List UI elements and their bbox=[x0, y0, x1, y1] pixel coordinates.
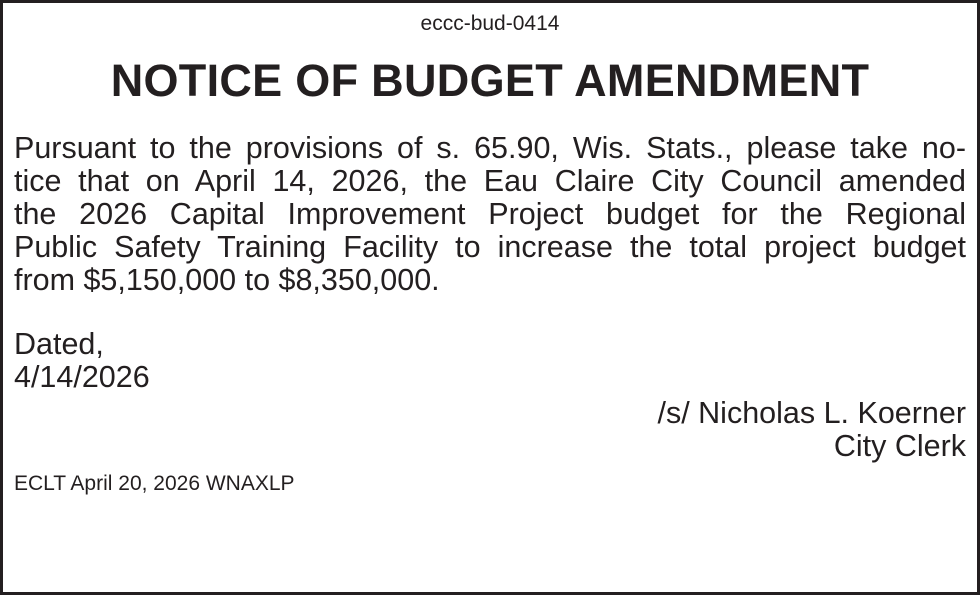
signature-title: City Clerk bbox=[833, 429, 966, 463]
dated-value: 4/14/2026 bbox=[14, 360, 150, 394]
notice-body-line: tice that on April 14, 2026, the Eau Claire City Council amended bbox=[14, 164, 966, 198]
notice-body bbox=[14, 132, 966, 297]
notice-title: NOTICE OF BUDGET AMENDMENT bbox=[110, 55, 870, 106]
notice-body-line: Public Safety Training Facility to increase the total project budget bbox=[14, 230, 966, 264]
notice-body-line: from $5,150,000 to $8,350,000. bbox=[14, 263, 440, 297]
notice-reference-id: eccc-bud-0414 bbox=[420, 12, 560, 35]
publication-line: ECLT April 20, 2026 WNAXLP bbox=[14, 472, 295, 495]
notice-body-line: Pursuant to the provisions of s. 65.90, Wis. Stats., please take no- bbox=[14, 131, 966, 165]
dated-label: Dated, bbox=[14, 327, 104, 361]
signature-block bbox=[14, 397, 966, 463]
signature-name: /s/ Nicholas L. Koerner bbox=[657, 396, 966, 430]
notice-body-line: the 2026 Capital Improvement Project budget for the Regional bbox=[14, 197, 966, 231]
dated-block bbox=[14, 328, 966, 394]
